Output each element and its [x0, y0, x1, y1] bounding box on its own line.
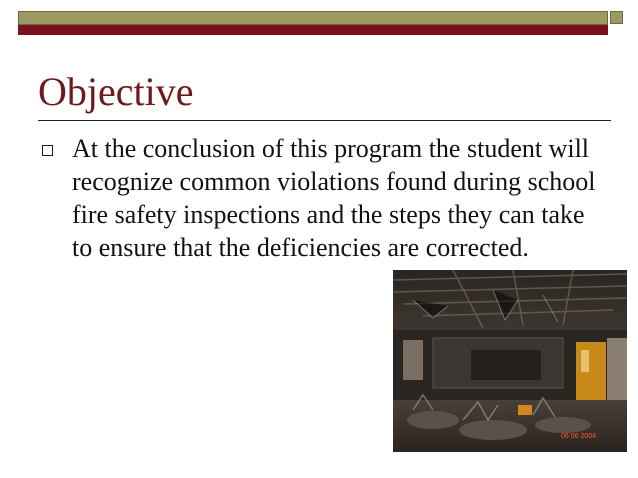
slide-title: Objective: [38, 69, 194, 114]
header-corner-square: [610, 11, 623, 24]
photo-date-stamp: 06 06 2004: [561, 433, 597, 440]
header-band-maroon: [18, 25, 608, 35]
bullet-square-icon: [42, 145, 53, 156]
header-band-olive: [18, 11, 608, 25]
bullet-text: At the conclusion of this program the student will recognize common violations found during school fire safety inspections and the steps they can take to ensure that the deficiencies are corrected.: [72, 134, 596, 262]
title-divider: [38, 120, 611, 121]
fire-damaged-classroom-photo: [393, 270, 627, 452]
